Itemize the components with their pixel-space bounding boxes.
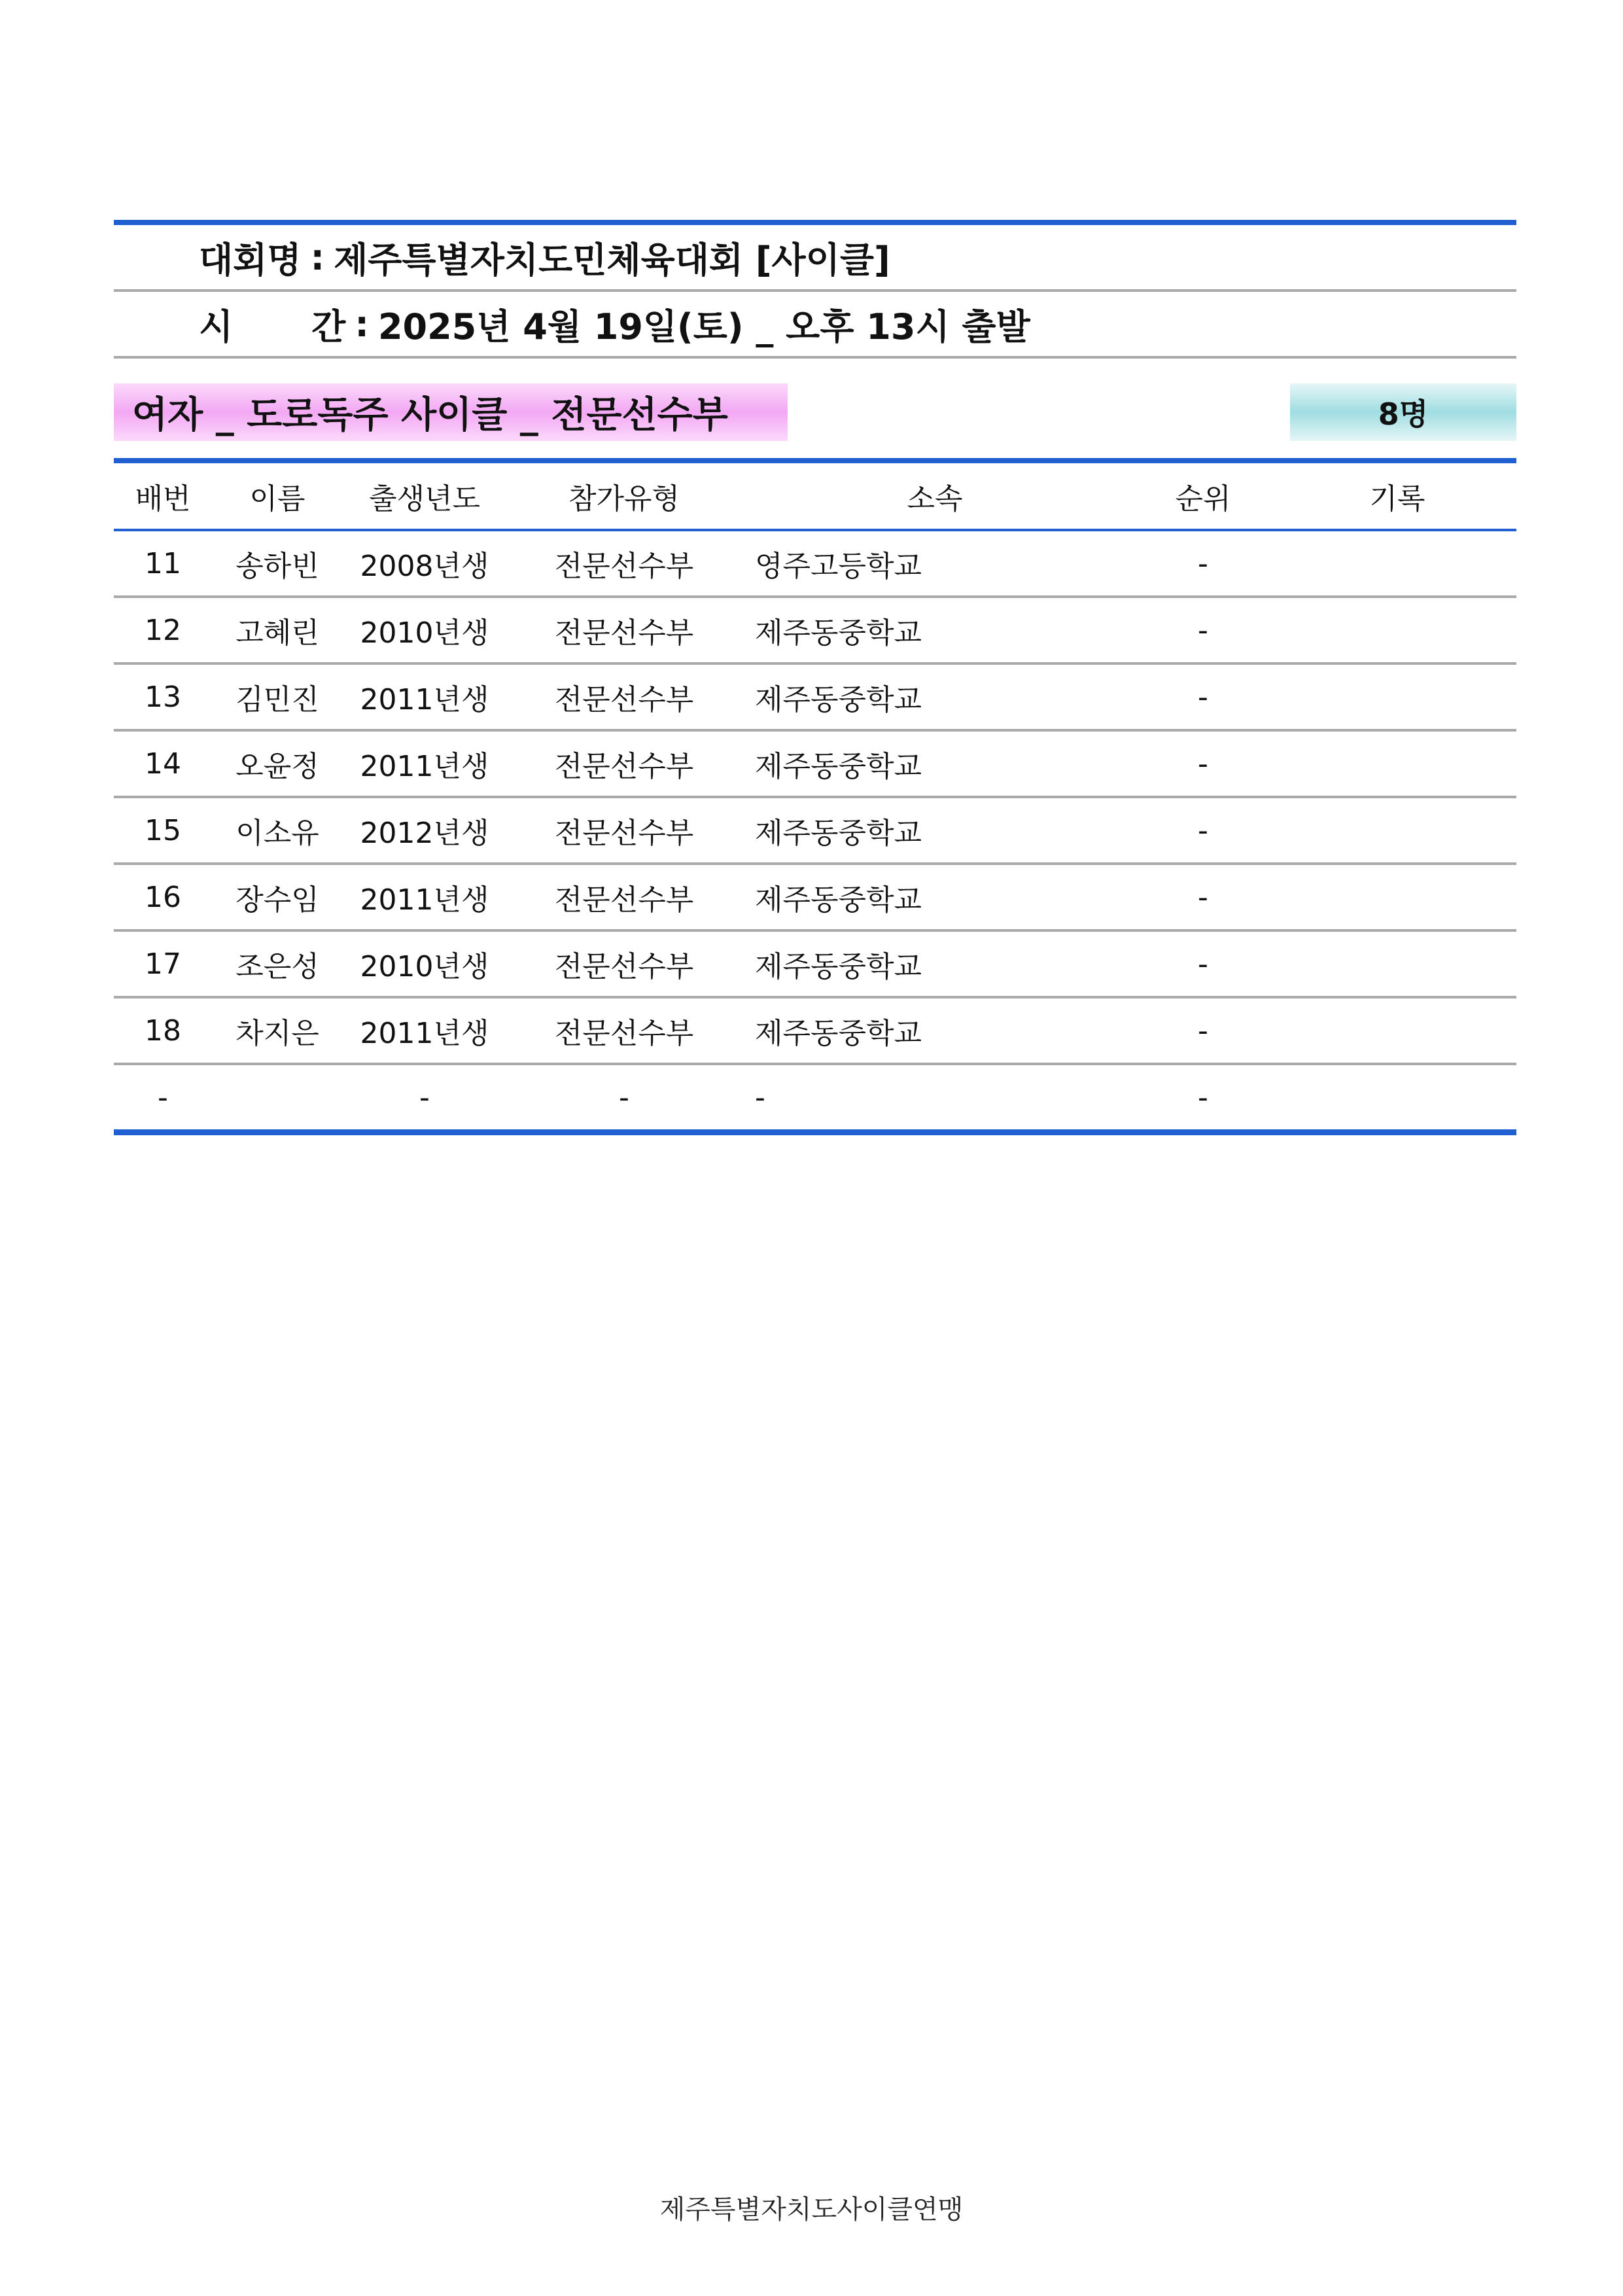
cell-record — [1278, 530, 1516, 597]
cell-bib: - — [114, 1064, 212, 1133]
cell-name: 장수임 — [212, 864, 343, 930]
cell-name — [212, 1064, 343, 1133]
cell-bib: 14 — [114, 730, 212, 797]
table-row — [114, 997, 1516, 1064]
cell-birth-year: 2011년생 — [343, 997, 506, 1064]
cell-affiliation: 제주동중학교 — [742, 663, 1128, 730]
cell-bib: 18 — [114, 997, 212, 1064]
cell-entry-type: 전문선수부 — [506, 997, 742, 1064]
cell-affiliation: 제주동중학교 — [742, 597, 1128, 663]
col-header-bib: 배번 — [114, 463, 212, 530]
table-row-empty — [114, 1064, 1516, 1133]
cell-bib: 13 — [114, 663, 212, 730]
cell-record — [1278, 864, 1516, 930]
cell-birth-year: 2012년생 — [343, 797, 506, 864]
category-title: 여자 _ 도로독주 사이클 _ 전문선수부 — [114, 383, 788, 441]
cell-entry-type: - — [506, 1064, 742, 1133]
footer-organization: 제주특별자치도사이클연맹 — [659, 2195, 964, 2225]
cell-record — [1278, 597, 1516, 663]
table-row — [114, 597, 1516, 663]
table-row — [114, 930, 1516, 997]
col-header-name: 이름 — [212, 463, 343, 530]
time-row — [114, 292, 1516, 356]
table-top-rule — [114, 458, 1516, 463]
cell-name: 오윤정 — [212, 730, 343, 797]
cell-record — [1278, 930, 1516, 997]
cell-record — [1278, 663, 1516, 730]
category-section — [114, 359, 1516, 458]
cell-name: 이소유 — [212, 797, 343, 864]
cell-rank: - — [1128, 730, 1278, 797]
table-row — [114, 530, 1516, 597]
cell-bib: 15 — [114, 797, 212, 864]
cell-entry-type: 전문선수부 — [506, 730, 742, 797]
cell-bib: 11 — [114, 530, 212, 597]
cell-name: 송하빈 — [212, 530, 343, 597]
event-separator: : — [310, 236, 325, 278]
cell-affiliation: 영주고등학교 — [742, 530, 1128, 597]
table-row — [114, 730, 1516, 797]
cell-rank: - — [1128, 997, 1278, 1064]
table-row — [114, 864, 1516, 930]
col-header-affiliation: 소속 — [742, 463, 1128, 530]
cell-birth-year: 2010년생 — [343, 930, 506, 997]
cell-rank: - — [1128, 797, 1278, 864]
cell-record — [1278, 730, 1516, 797]
cell-name: 차지은 — [212, 997, 343, 1064]
col-header-rank: 순위 — [1128, 463, 1278, 530]
event-label: 대회명 — [199, 239, 302, 281]
cell-affiliation: 제주동중학교 — [742, 864, 1128, 930]
cell-entry-type: 전문선수부 — [506, 530, 742, 597]
cell-affiliation: 제주동중학교 — [742, 797, 1128, 864]
cell-name: 고혜린 — [212, 597, 343, 663]
cell-bib: 12 — [114, 597, 212, 663]
time-separator: : — [355, 303, 369, 345]
event-name-row — [114, 225, 1516, 289]
cell-rank: - — [1128, 1064, 1278, 1133]
cell-entry-type: 전문선수부 — [506, 663, 742, 730]
table-header-row — [114, 463, 1516, 530]
cell-entry-type: 전문선수부 — [506, 864, 742, 930]
cell-rank: - — [1128, 930, 1278, 997]
time-value: 2025년 4월 19일(토) _ 오후 13시 출발 — [377, 306, 1030, 347]
event-name: 제주특별자치도민체육대회 [사이클] — [334, 239, 890, 281]
table-row — [114, 797, 1516, 864]
table-row — [114, 663, 1516, 730]
cell-rank: - — [1128, 530, 1278, 597]
participant-count: 8명 — [1290, 383, 1516, 441]
time-label-2: 간 — [311, 306, 346, 347]
cell-rank: - — [1128, 663, 1278, 730]
cell-entry-type: 전문선수부 — [506, 930, 742, 997]
cell-birth-year: 2011년생 — [343, 864, 506, 930]
cell-birth-year: 2011년생 — [343, 730, 506, 797]
cell-rank: - — [1128, 597, 1278, 663]
cell-record — [1278, 797, 1516, 864]
time-label-1: 시 — [199, 306, 234, 347]
cell-entry-type: 전문선수부 — [506, 797, 742, 864]
cell-birth-year: 2011년생 — [343, 663, 506, 730]
cell-bib: 16 — [114, 864, 212, 930]
cell-affiliation: 제주동중학교 — [742, 730, 1128, 797]
cell-record — [1278, 997, 1516, 1064]
cell-name: 김민진 — [212, 663, 343, 730]
cell-name: 조은성 — [212, 930, 343, 997]
cell-record — [1278, 1064, 1516, 1133]
cell-birth-year: 2008년생 — [343, 530, 506, 597]
col-header-birth-year: 출생년도 — [343, 463, 506, 530]
cell-birth-year: - — [343, 1064, 506, 1133]
cell-rank: - — [1128, 864, 1278, 930]
cell-birth-year: 2010년생 — [343, 597, 506, 663]
cell-affiliation: - — [742, 1064, 1128, 1133]
col-header-entry-type: 참가유형 — [506, 463, 742, 530]
top-rule — [114, 220, 1516, 225]
entry-table — [114, 463, 1516, 1135]
cell-entry-type: 전문선수부 — [506, 597, 742, 663]
results-sheet — [114, 220, 1516, 1135]
cell-bib: 17 — [114, 930, 212, 997]
cell-affiliation: 제주동중학교 — [742, 930, 1128, 997]
col-header-record: 기록 — [1278, 463, 1516, 530]
cell-affiliation: 제주동중학교 — [742, 997, 1128, 1064]
